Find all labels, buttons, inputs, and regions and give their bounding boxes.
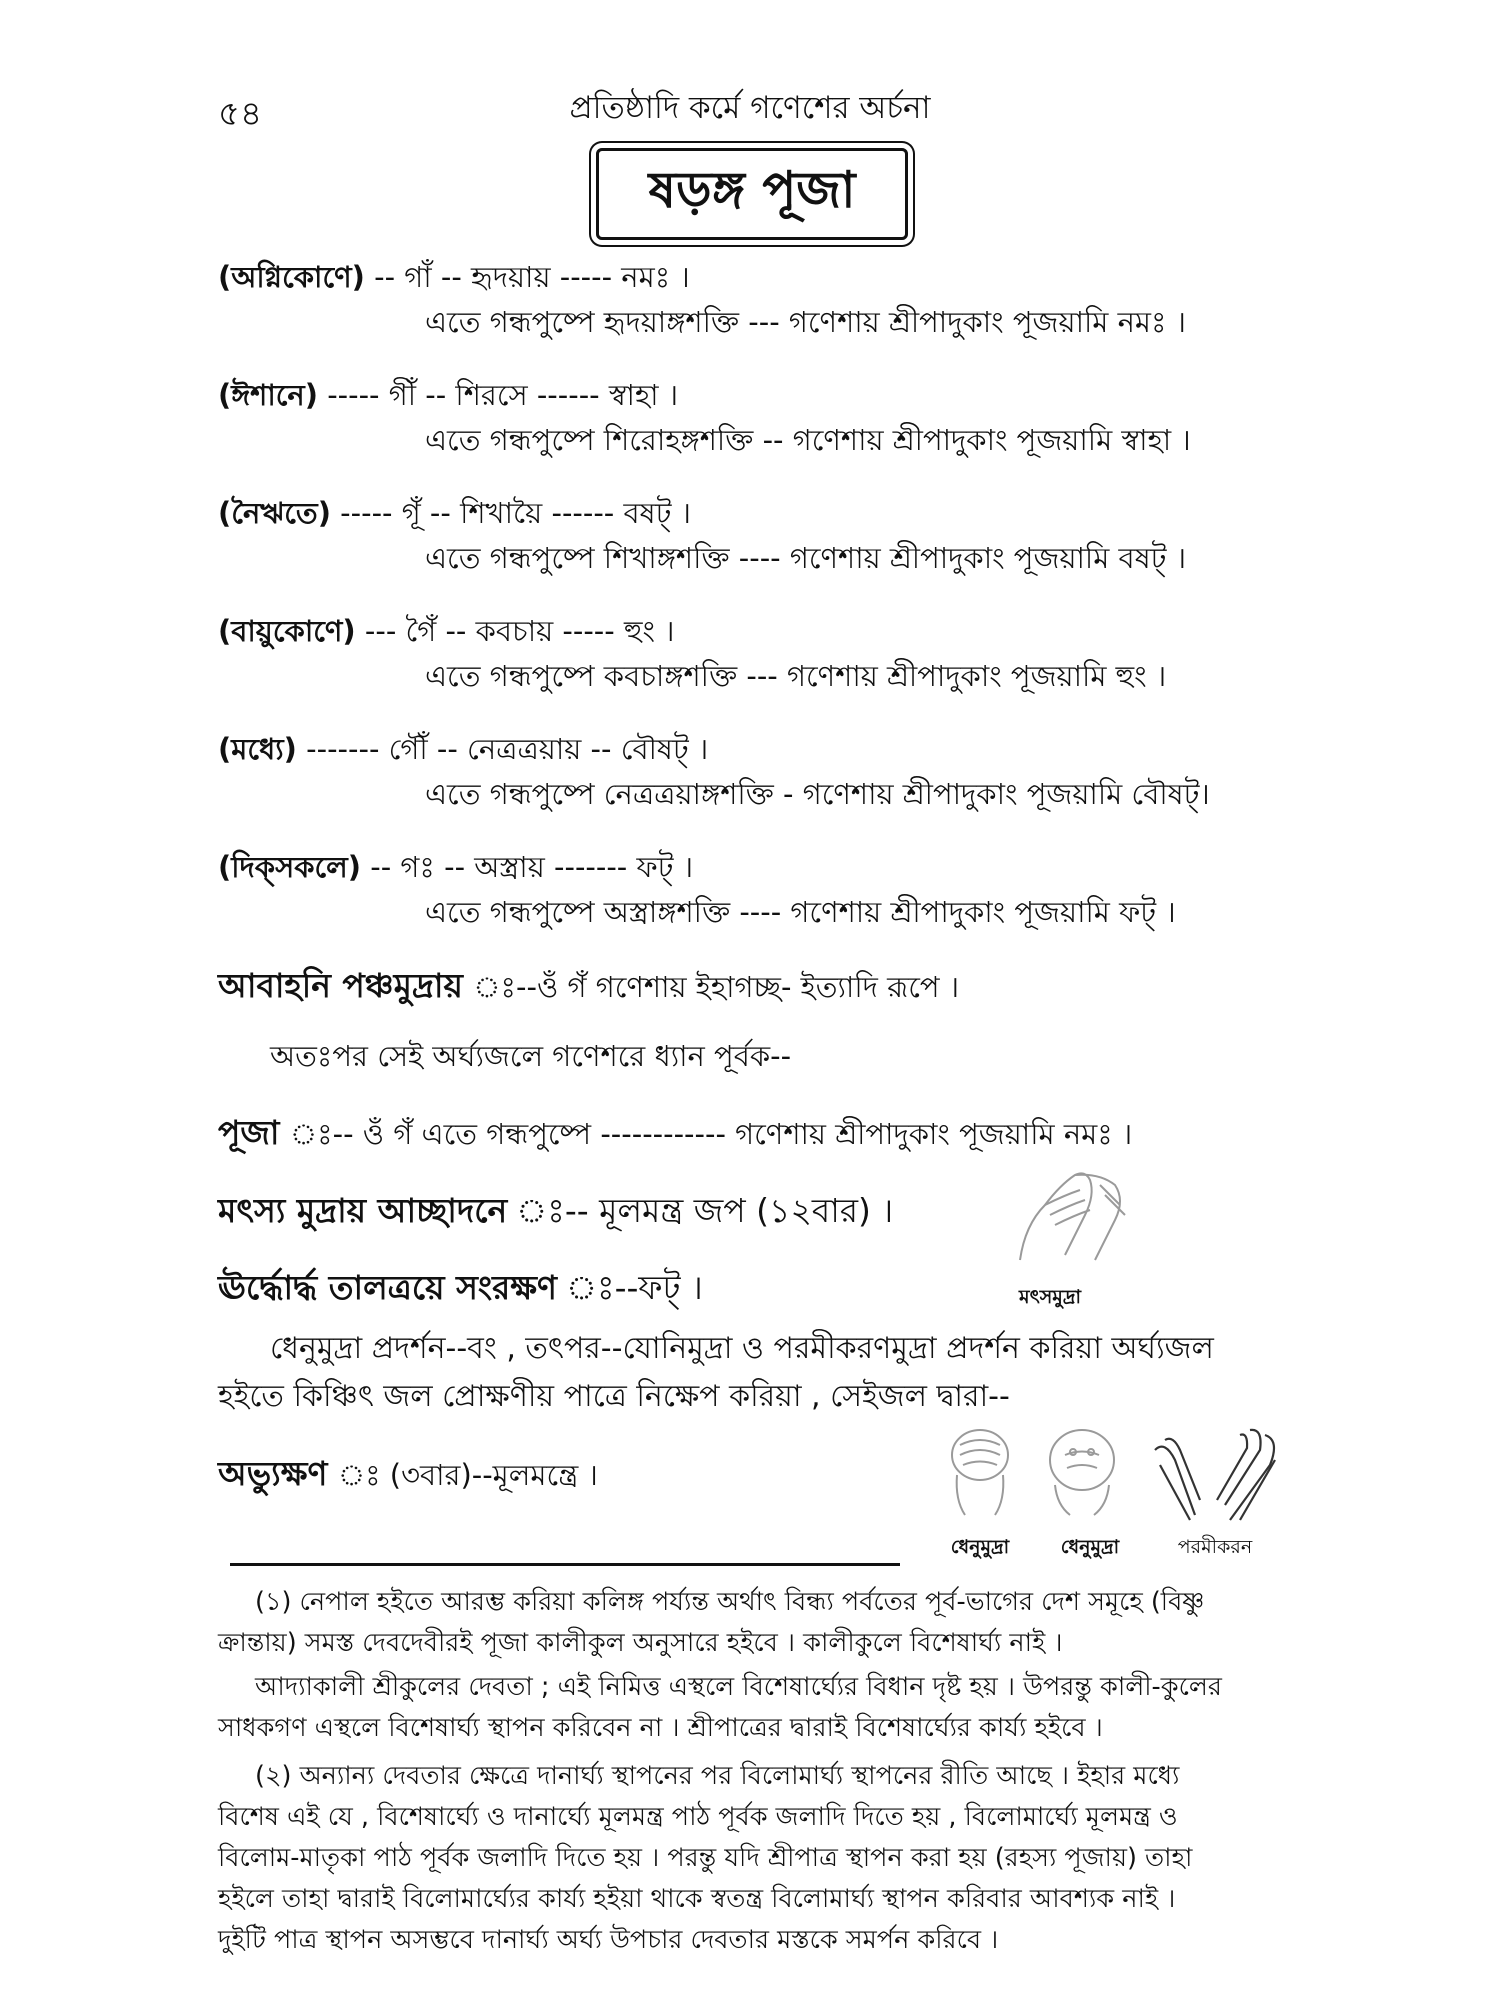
puja-text: ঃ-- ওঁ গঁ এতে গন্ধপুষ্পে ------------ গণেশায় শ্রীপাদুকাং পূজয়ামি নমঃ । (290, 1117, 1133, 1151)
mantra-6-line1 (218, 845, 693, 894)
footnote-rule (230, 1563, 900, 1566)
avahani-line (218, 960, 959, 1016)
dhenu-mudra-caption-1: ধেনুমুদ্রা (950, 1536, 1010, 1558)
direction-label: (দিক্‌সকলে) (218, 850, 362, 884)
mantra-1-line1 (218, 255, 690, 304)
direction-label: (বায়ুকোণে) (218, 614, 356, 648)
dhenu-para-line-2: হইতে কিঞ্চিৎ জল প্রোক্ষণীয় পাত্রে নিক্ষেপ করিয়া , সেইজল দ্বারা-- (218, 1379, 1010, 1414)
mantra-text: ----- গীঁ -- শিরসে ------ স্বাহা । (327, 378, 679, 412)
matsya-text: ঃ-- মূলমন্ত্র জপ (১২বার) । (564, 1191, 894, 1230)
mantra-4-line2: এতে গন্ধপুষ্পে কবচাঙ্গশক্তি --- গণেশায় শ্রীপাদুকাং পূজয়ামি হুং । (425, 659, 1167, 693)
mantra-6-line2: এতে গন্ধপুষ্পে অস্ত্রাঙ্গশক্তি ---- গণেশায় শ্রীপাদুকাং পূজয়ামি ফট্ । (425, 895, 1176, 929)
dhyan-line: অতঃপর সেই অর্ঘ্যজলে গণেশরে ধ্যান পূর্বক-- (270, 1039, 792, 1073)
urdhva-label: ঊর্দ্ধোর্দ্ধ তালত্রয়ে সংরক্ষণ (218, 1268, 557, 1307)
paramikaran-caption: পরমীকরন (1177, 1536, 1253, 1558)
matsya-mudra-figure (1005, 1165, 1145, 1265)
mantra-text: -- গাঁ -- হৃদয়ায় ----- নমঃ । (374, 260, 690, 294)
direction-label: (মধ্যে) (218, 732, 297, 766)
mantra-5-line1 (218, 727, 708, 776)
matsya-label: মৎস্য মুদ্রায় আচ্ছাদনে (218, 1191, 508, 1230)
abhyukshan-label: অভ্যুক্ষণ (218, 1454, 328, 1493)
running-title: প্রতিষ্ঠাদি কর্মে গণেশের অর্চনা (569, 90, 931, 126)
urdhva-line (218, 1262, 703, 1318)
abhyukshan-line (218, 1448, 598, 1504)
footnote-2-line-1: (২) অন্যান্য দেবতার ক্ষেত্রে দানার্ঘ্য স্থাপনের পর বিলোমার্ঘ্য স্থাপনের রীতি আছে । ইহার মধ্যে (255, 1761, 1180, 1791)
mantra-text: -- গঃ -- অস্ত্রায় ------- ফট্ । (370, 850, 694, 884)
footnote-1-line-1: (১) নেপাল হইতে আরম্ভ করিয়া কলিঙ্গ পর্য্যন্ত অর্থাৎ বিন্ধ্য পর্বতের পূর্ব-ভাগের দেশ সমূহে (বিষ্ণু (255, 1587, 1205, 1617)
mantra-3-line1 (218, 491, 691, 540)
section-title-box (596, 148, 908, 240)
abhyukshan-text: ঃ (৩বার)--মূলমন্ত্রে । (337, 1458, 598, 1492)
footnote-1-line-3: আদ্যাকালী শ্রীকুলের দেবতা ; এই নিমিত্ত এস্থলে বিশেষার্ঘ্যের বিধান দৃষ্ট হয় । উপরন্তু কালী-কুলের (255, 1672, 1222, 1702)
urdhva-text: ঃ--ফট্ । (614, 1268, 703, 1307)
footnote-1-line-4: সাধকগণ এস্থলে বিশেষার্ঘ্য স্থাপন করিবেন না । শ্রীপাত্রের দ্বারাই বিশেষার্ঘ্যের কার্য্য হইবে । (218, 1713, 1103, 1743)
mantra-text: ----- গূঁ -- শিখায়ৈ ------ বষট্ । (340, 496, 691, 530)
dhenu-mudra-caption-2: ধেনুমুদ্রা (1060, 1536, 1120, 1558)
mantra-3-line2: এতে গন্ধপুষ্পে শিখাঙ্গশক্তি ---- গণেশায় শ্রীপাদুকাং পূজয়ামি বষট্ । (425, 541, 1187, 575)
mantra-2-line1 (218, 373, 678, 422)
matsya-line (218, 1185, 893, 1241)
mantra-1-line2: এতে গন্ধপুষ্পে হৃদয়াঙ্গশক্তি --- গণেশায় শ্রীপাদুকাং পূজয়ামি নমঃ । (425, 305, 1187, 339)
dhenu-mudra-figure-2 (1035, 1420, 1130, 1520)
mantra-5-line2: এতে গন্ধপুষ্পে নেত্রত্রয়াঙ্গশক্তি - গণেশায় শ্রীপাদুকাং পূজয়ামি বৌষট্। (425, 777, 1210, 811)
footnote-2-line-3: বিলোম-মাতৃকা পাঠ পূর্বক জলাদি দিতে হয় । পরন্তু যদি শ্রীপাত্র স্থাপন করা হয় (রহস্য পূজায়) তাহা (218, 1843, 1193, 1873)
mantra-text: --- গৈঁ -- কবচায় ----- হুং । (364, 614, 675, 648)
avahani-text: ঃ--ওঁ গঁ গণেশায় ইহাগচ্ছ- ইত্যাদি রূপে । (473, 970, 960, 1004)
page-number: ৫৪ (218, 94, 263, 134)
matsya-mudra-caption: মৎসমুদ্রা (1019, 1286, 1081, 1308)
direction-label: (ঈশানে) (218, 378, 318, 412)
mantra-text: ------- গৌঁ -- নেত্রত্রয়ায় -- বৌষট্ । (306, 732, 709, 766)
dhenu-mudra-figure-1 (935, 1420, 1025, 1520)
puja-line (218, 1107, 1132, 1163)
paramikaran-mudra-figure (1145, 1420, 1285, 1525)
puja-label: পূজা (218, 1113, 280, 1152)
direction-label: (নৈঋতে) (218, 496, 331, 530)
section-title: ষড়ঙ্গ পূজা (648, 160, 856, 219)
footnote-2-line-5: দুইটি পাত্র স্থাপন অসম্ভবে দানার্ঘ্য অর্ঘ্য উপচার দেবতার মস্তকে সমর্পন করিবে । (218, 1925, 999, 1955)
direction-label: (অগ্নিকোণে) (218, 260, 365, 294)
footnote-1-line-2: ক্রান্তায়) সমস্ত দেবদেবীরই পূজা কালীকুল অনুসারে হইবে । কালীকুলে বিশেষার্ঘ্য নাই । (218, 1628, 1063, 1658)
mantra-4-line1 (218, 609, 675, 658)
avahani-label: আবাহনি পঞ্চমুদ্রায় (218, 966, 463, 1005)
footnote-2-line-4: হইলে তাহা দ্বারাই বিলোমার্ঘ্যের কার্য্য হইয়া থাকে স্বতন্ত্র বিলোমার্ঘ্য স্থাপন করিবার আবশ্যক নাই । (218, 1884, 1176, 1914)
mantra-2-line2: এতে গন্ধপুষ্পে শিরোহঙ্গশক্তি -- গণেশায় শ্রীপাদুকাং পূজয়ামি স্বাহা । (425, 423, 1191, 457)
dhenu-para-line-1: ধেনুমুদ্রা প্রদর্শন--বং , তৎপর--যোনিমুদ্রা ও পরমীকরণমুদ্রা প্রদর্শন করিয়া অর্ঘ্যজল (270, 1331, 1214, 1366)
footnote-2-line-2: বিশেষ এই যে , বিশেষার্ঘ্যে ও দানার্ঘ্যে মূলমন্ত্র পাঠ পূর্বক জলাদি দিতে হয় , বিলোমার্ঘ্যে মূলমন্ত্র ও (218, 1802, 1178, 1832)
